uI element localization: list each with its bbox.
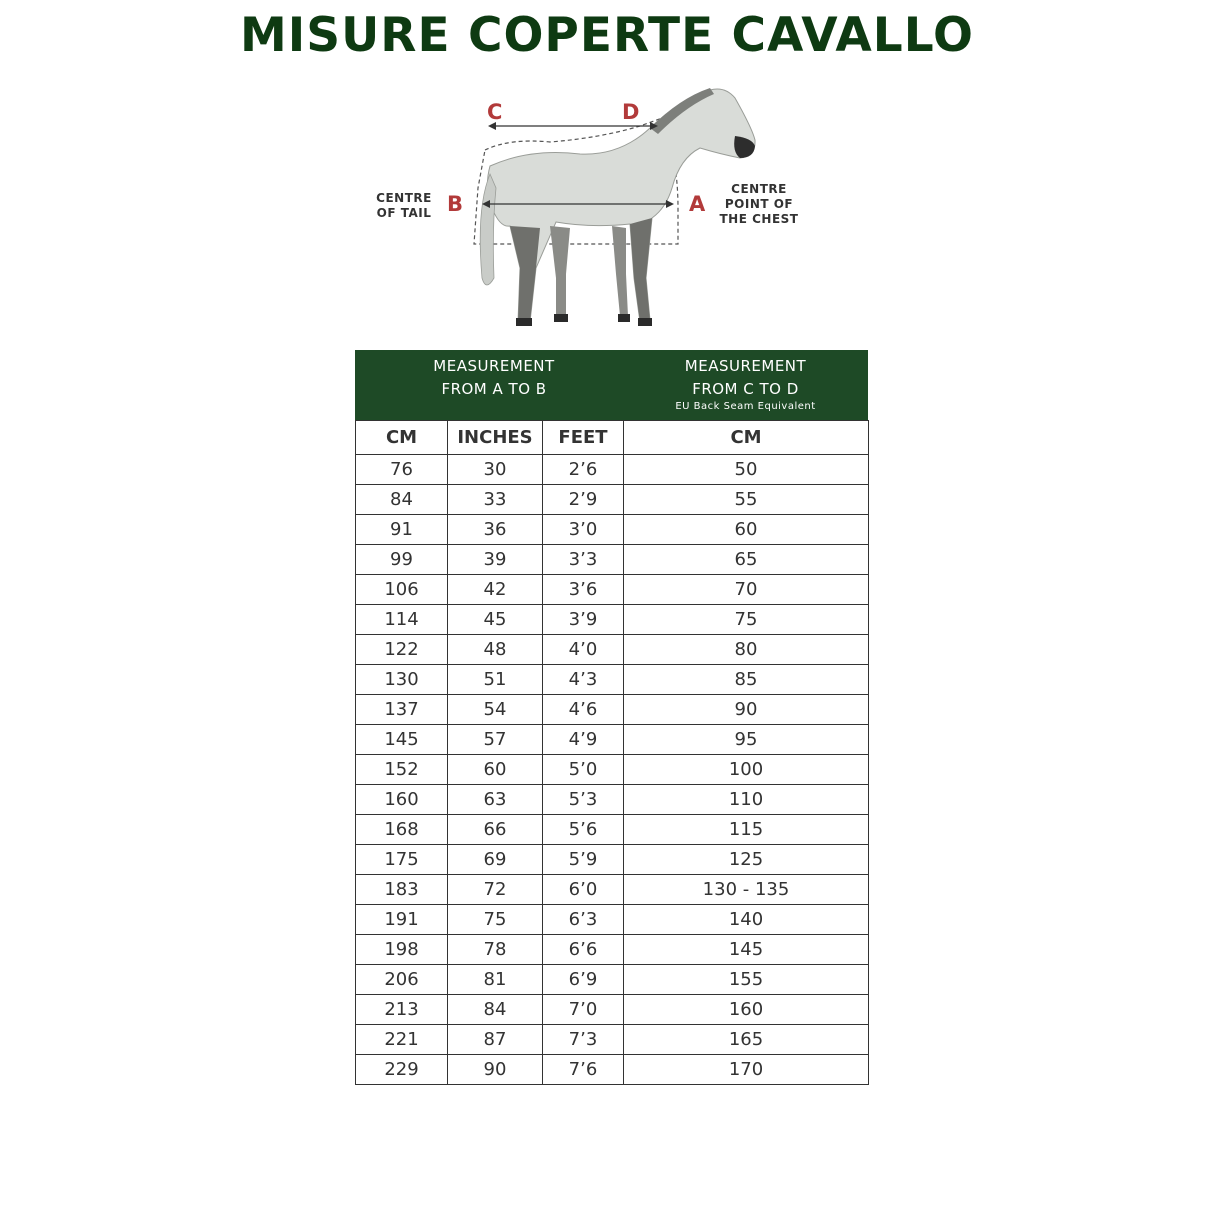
- cell-feet: 2’9: [543, 485, 624, 515]
- cell-cm-ab: 130: [356, 665, 448, 695]
- cell-feet: 5’9: [543, 845, 624, 875]
- cell-feet: 6’9: [543, 965, 624, 995]
- cell-inches: 84: [448, 995, 543, 1025]
- cell-inches: 81: [448, 965, 543, 995]
- cell-inches: 72: [448, 875, 543, 905]
- cell-feet: 4’0: [543, 635, 624, 665]
- point-b-label: B: [447, 192, 464, 216]
- table-row: [356, 905, 869, 935]
- cell-cm-cd: 165: [624, 1025, 869, 1055]
- table-row: [356, 815, 869, 845]
- cell-cm-ab: 84: [356, 485, 448, 515]
- cell-feet: 3’9: [543, 605, 624, 635]
- cell-inches: 39: [448, 545, 543, 575]
- point-d-label: D: [622, 100, 640, 124]
- table-row: [356, 935, 869, 965]
- cell-cm-ab: 106: [356, 575, 448, 605]
- cell-inches: 36: [448, 515, 543, 545]
- column-header-feet: FEET: [543, 421, 624, 455]
- table-row: [356, 545, 869, 575]
- cell-cm-cd: 95: [624, 725, 869, 755]
- size-chart-table: [355, 350, 868, 1085]
- cell-feet: 3’6: [543, 575, 624, 605]
- cell-feet: 7’0: [543, 995, 624, 1025]
- cell-inches: 33: [448, 485, 543, 515]
- cell-feet: 5’3: [543, 785, 624, 815]
- cell-feet: 6’0: [543, 875, 624, 905]
- centre-of-tail-label: CENTRE OF TAIL: [376, 191, 432, 220]
- table-row: [356, 455, 869, 485]
- table-row: [356, 515, 869, 545]
- cell-cm-ab: 229: [356, 1055, 448, 1085]
- cell-feet: 4’6: [543, 695, 624, 725]
- cell-inches: 45: [448, 605, 543, 635]
- cell-cm-ab: 76: [356, 455, 448, 485]
- group-header-a-to-b: MEASUREMENT FROM A TO B: [433, 357, 555, 398]
- table-row: [356, 755, 869, 785]
- cell-feet: 4’3: [543, 665, 624, 695]
- cell-inches: 78: [448, 935, 543, 965]
- cell-feet: 2’6: [543, 455, 624, 485]
- cell-inches: 63: [448, 785, 543, 815]
- cell-feet: 5’6: [543, 815, 624, 845]
- cell-feet: 3’0: [543, 515, 624, 545]
- cell-cm-cd: 85: [624, 665, 869, 695]
- cell-cm-cd: 50: [624, 455, 869, 485]
- cell-cm-ab: 99: [356, 545, 448, 575]
- table-row: [356, 485, 869, 515]
- point-a-label: A: [689, 192, 706, 216]
- cell-cm-ab: 91: [356, 515, 448, 545]
- cell-cm-cd: 170: [624, 1055, 869, 1085]
- cell-cm-ab: 145: [356, 725, 448, 755]
- cell-feet: 7’3: [543, 1025, 624, 1055]
- cell-cm-cd: 90: [624, 695, 869, 725]
- cell-cm-cd: 130 - 135: [624, 875, 869, 905]
- cell-cm-ab: 191: [356, 905, 448, 935]
- cell-inches: 57: [448, 725, 543, 755]
- table-row: [356, 1025, 869, 1055]
- cell-inches: 42: [448, 575, 543, 605]
- horse-measurement-diagram: [360, 78, 830, 340]
- cell-feet: 6’6: [543, 935, 624, 965]
- cell-inches: 48: [448, 635, 543, 665]
- cell-cm-ab: 213: [356, 995, 448, 1025]
- group-header-c-to-d: [623, 355, 868, 413]
- cell-cm-ab: 137: [356, 695, 448, 725]
- cell-cm-cd: 55: [624, 485, 869, 515]
- table-row: [356, 605, 869, 635]
- column-header-row: [356, 421, 869, 455]
- group-header-c-to-d-subtitle: EU Back Seam Equivalent: [675, 401, 816, 412]
- point-c-label: C: [487, 100, 503, 124]
- table-row: [356, 695, 869, 725]
- cell-cm-cd: 70: [624, 575, 869, 605]
- cell-inches: 51: [448, 665, 543, 695]
- size-grid: [355, 420, 869, 1085]
- table-row: [356, 1055, 869, 1085]
- cell-inches: 90: [448, 1055, 543, 1085]
- cell-cm-cd: 75: [624, 605, 869, 635]
- cell-feet: 5’0: [543, 755, 624, 785]
- cell-cm-ab: 122: [356, 635, 448, 665]
- cell-cm-cd: 155: [624, 965, 869, 995]
- cell-cm-cd: 140: [624, 905, 869, 935]
- cell-inches: 75: [448, 905, 543, 935]
- table-row: [356, 575, 869, 605]
- cell-inches: 66: [448, 815, 543, 845]
- cell-cm-ab: 114: [356, 605, 448, 635]
- cell-cm-ab: 183: [356, 875, 448, 905]
- cell-cm-cd: 65: [624, 545, 869, 575]
- cell-feet: 3’3: [543, 545, 624, 575]
- group-header-c-to-d-title: MEASUREMENT FROM C TO D: [684, 357, 807, 398]
- table-row: [356, 635, 869, 665]
- cell-cm-cd: 60: [624, 515, 869, 545]
- table-row: [356, 995, 869, 1025]
- cell-cm-cd: 100: [624, 755, 869, 785]
- cell-cm-cd: 115: [624, 815, 869, 845]
- cell-cm-ab: 168: [356, 815, 448, 845]
- cell-inches: 54: [448, 695, 543, 725]
- cell-inches: 87: [448, 1025, 543, 1055]
- cell-cm-ab: 175: [356, 845, 448, 875]
- table-row: [356, 785, 869, 815]
- cell-inches: 30: [448, 455, 543, 485]
- cell-inches: 69: [448, 845, 543, 875]
- cell-cm-cd: 80: [624, 635, 869, 665]
- cell-cm-cd: 125: [624, 845, 869, 875]
- cell-cm-ab: 198: [356, 935, 448, 965]
- cell-feet: 4’9: [543, 725, 624, 755]
- cell-cm-cd: 145: [624, 935, 869, 965]
- cell-inches: 60: [448, 755, 543, 785]
- column-header-cm-cd: CM: [624, 421, 869, 455]
- table-row: [356, 725, 869, 755]
- cell-cm-ab: 152: [356, 755, 448, 785]
- table-row: [356, 845, 869, 875]
- table-group-header: [355, 350, 868, 420]
- table-row: [356, 965, 869, 995]
- page-title: MISURE COPERTE CAVALLO: [240, 8, 974, 63]
- column-header-cm-ab: CM: [356, 421, 448, 455]
- centre-point-of-chest-label: CENTRE POINT OF THE CHEST: [719, 182, 799, 226]
- cell-cm-ab: 160: [356, 785, 448, 815]
- table-row: [356, 665, 869, 695]
- cell-feet: 6’3: [543, 905, 624, 935]
- table-row: [356, 875, 869, 905]
- cell-cm-cd: 110: [624, 785, 869, 815]
- cell-feet: 7’6: [543, 1055, 624, 1085]
- cell-cm-ab: 206: [356, 965, 448, 995]
- cell-cm-cd: 160: [624, 995, 869, 1025]
- column-header-inches: INCHES: [448, 421, 543, 455]
- cell-cm-ab: 221: [356, 1025, 448, 1055]
